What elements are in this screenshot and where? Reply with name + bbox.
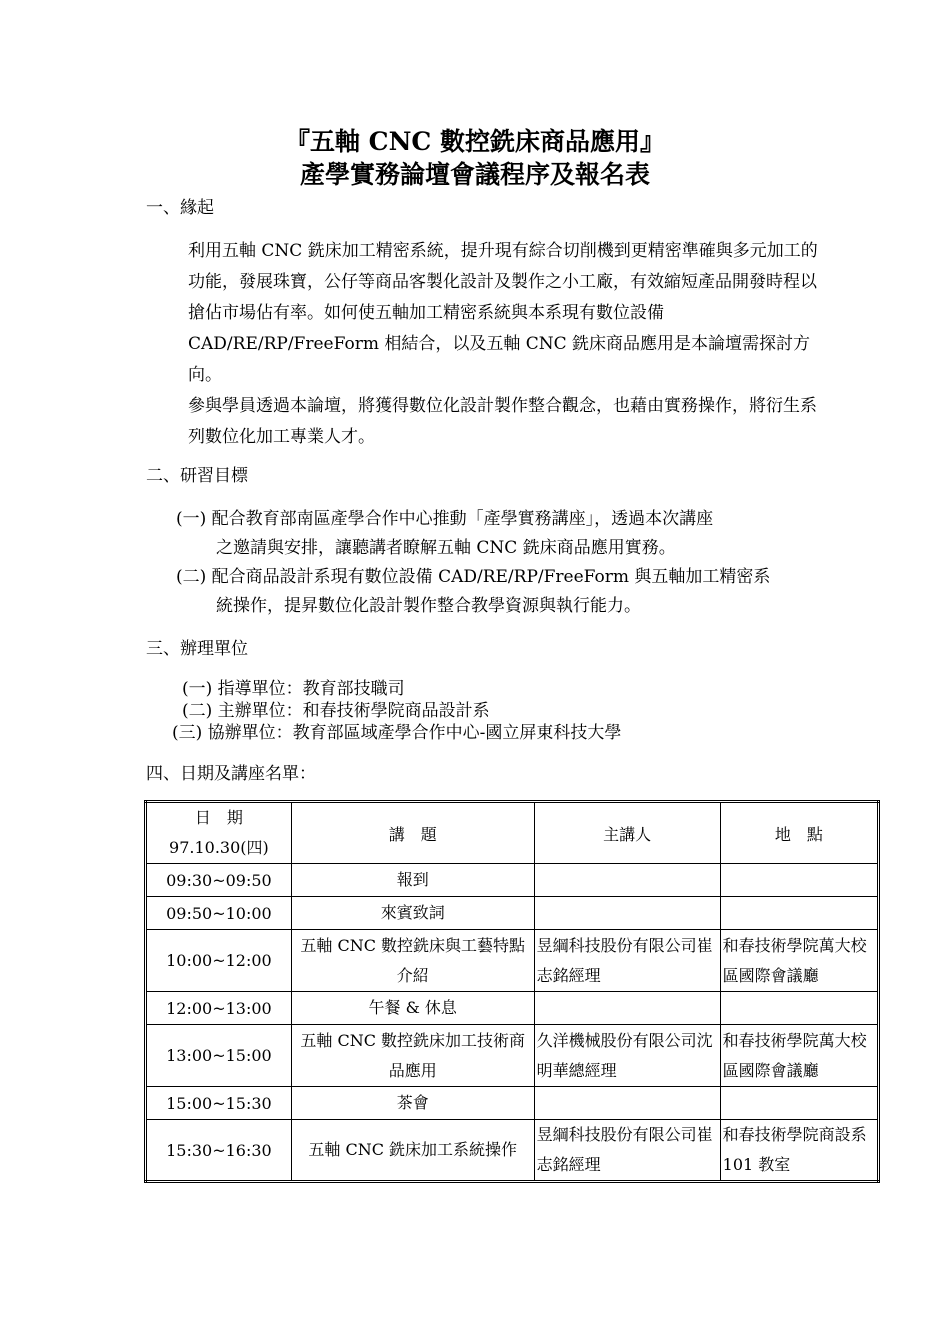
speaker-cell: 久洋機械股份有限公司沈明華總經理	[534, 1025, 720, 1087]
table-row	[146, 864, 879, 897]
location-cell	[720, 864, 878, 897]
time-cell: 13:00~15:00	[146, 1025, 292, 1087]
time-cell: 15:00~15:30	[146, 1087, 292, 1120]
location-cell	[720, 897, 878, 930]
topic-cell: 報到	[291, 864, 534, 897]
speaker-cell: 昱綱科技股份有限公司崔志銘經理	[534, 1120, 720, 1182]
table-row	[146, 930, 879, 992]
time-cell: 15:30~16:30	[146, 1120, 292, 1182]
origin-paragraph-2: 參與學員透過本論壇，將獲得數位化設計製作整合觀念，也藉由實務操作，將衍生系列數位化加工專業人才。	[188, 396, 817, 447]
schedule-table	[144, 800, 880, 1183]
section-goals-heading: 二、研習目標	[146, 466, 248, 486]
table-header-row	[146, 802, 879, 864]
organizer-item-2: (二) 主辦單位：和春技術學院商品設計系	[182, 701, 490, 721]
speaker-cell	[534, 897, 720, 930]
topic-cell: 五軸 CNC 數控銑床加工技術商品應用	[291, 1025, 534, 1087]
table-row	[146, 1087, 879, 1120]
section-schedule-heading: 四、日期及講座名單：	[146, 764, 316, 784]
section-organizers-heading: 三、辦理單位	[146, 639, 248, 659]
organizer-item-3: (三) 協辦單位：教育部區域產學合作中心-國立屏東科技大學	[172, 723, 622, 743]
speaker-cell: 昱綱科技股份有限公司崔志銘經理	[534, 930, 720, 992]
header-date-cell	[146, 802, 292, 864]
table-row	[146, 1025, 879, 1087]
location-cell	[720, 1087, 878, 1120]
topic-cell: 五軸 CNC 銑床加工系統操作	[291, 1120, 534, 1182]
topic-cell: 午餐 & 休息	[291, 992, 534, 1025]
topic-cell: 來賓致詞	[291, 897, 534, 930]
document-title-line2: 產學實務論壇會議程序及報名表	[299, 160, 650, 189]
speaker-cell	[534, 1087, 720, 1120]
topic-cell: 五軸 CNC 數控銑床與工藝特點介紹	[291, 930, 534, 992]
speaker-cell	[534, 992, 720, 1025]
document-title-line1: 『五軸 CNC 數控銑床商品應用』	[284, 127, 666, 156]
header-date-label: 日 期	[194, 808, 243, 827]
organizer-item-1: (一) 指導單位：教育部技職司	[182, 679, 405, 699]
goal-item-1-line-1: (一) 配合教育部南區產學合作中心推動「產學實務講座」，透過本次講座	[176, 509, 714, 529]
goal-item-1-line-2: 之邀請與安排，讓聽講者瞭解五軸 CNC 銑床商品應用實務。	[216, 538, 676, 558]
header-topic: 講 題	[291, 802, 534, 864]
table-row	[146, 1120, 879, 1182]
location-cell: 和春技術學院萬大校區國際會議廳	[720, 930, 878, 992]
header-speaker: 主講人	[534, 802, 720, 864]
time-cell: 10:00~12:00	[146, 930, 292, 992]
topic-cell: 茶會	[291, 1087, 534, 1120]
speaker-cell	[534, 864, 720, 897]
location-cell: 和春技術學院商設系 101 教室	[720, 1120, 878, 1182]
origin-paragraph-1: 利用五軸 CNC 銑床加工精密系統，提升現有綜合切削機到更精密準確與多元加工的功能，發展珠寶，公仔等商品客製化設計及製作之小工廠，有效縮短產品開發時程以搶佔市場佔有率。如何使五軸加工精密系統與本系現有數位設備 CAD/RE/RP/FreeForm 相結合，以及五軸 CNC 銑床商品應用是本論壇需探討方向。	[188, 241, 818, 385]
table-row	[146, 897, 879, 930]
header-date-value: 97.10.30(四)	[169, 838, 269, 857]
section-origin-heading: 一、緣起	[146, 198, 214, 218]
goal-item-2-line-1: (二) 配合商品設計系現有數位設備 CAD/RE/RP/FreeForm 與五軸加工精密系	[176, 567, 771, 587]
time-cell: 09:30~09:50	[146, 864, 292, 897]
goal-item-2-line-2: 統操作，提昇數位化設計製作整合教學資源與執行能力。	[216, 596, 641, 616]
table-row	[146, 992, 879, 1025]
location-cell: 和春技術學院萬大校區國際會議廳	[720, 1025, 878, 1087]
time-cell: 09:50~10:00	[146, 897, 292, 930]
header-location: 地 點	[720, 802, 878, 864]
location-cell	[720, 992, 878, 1025]
time-cell: 12:00~13:00	[146, 992, 292, 1025]
